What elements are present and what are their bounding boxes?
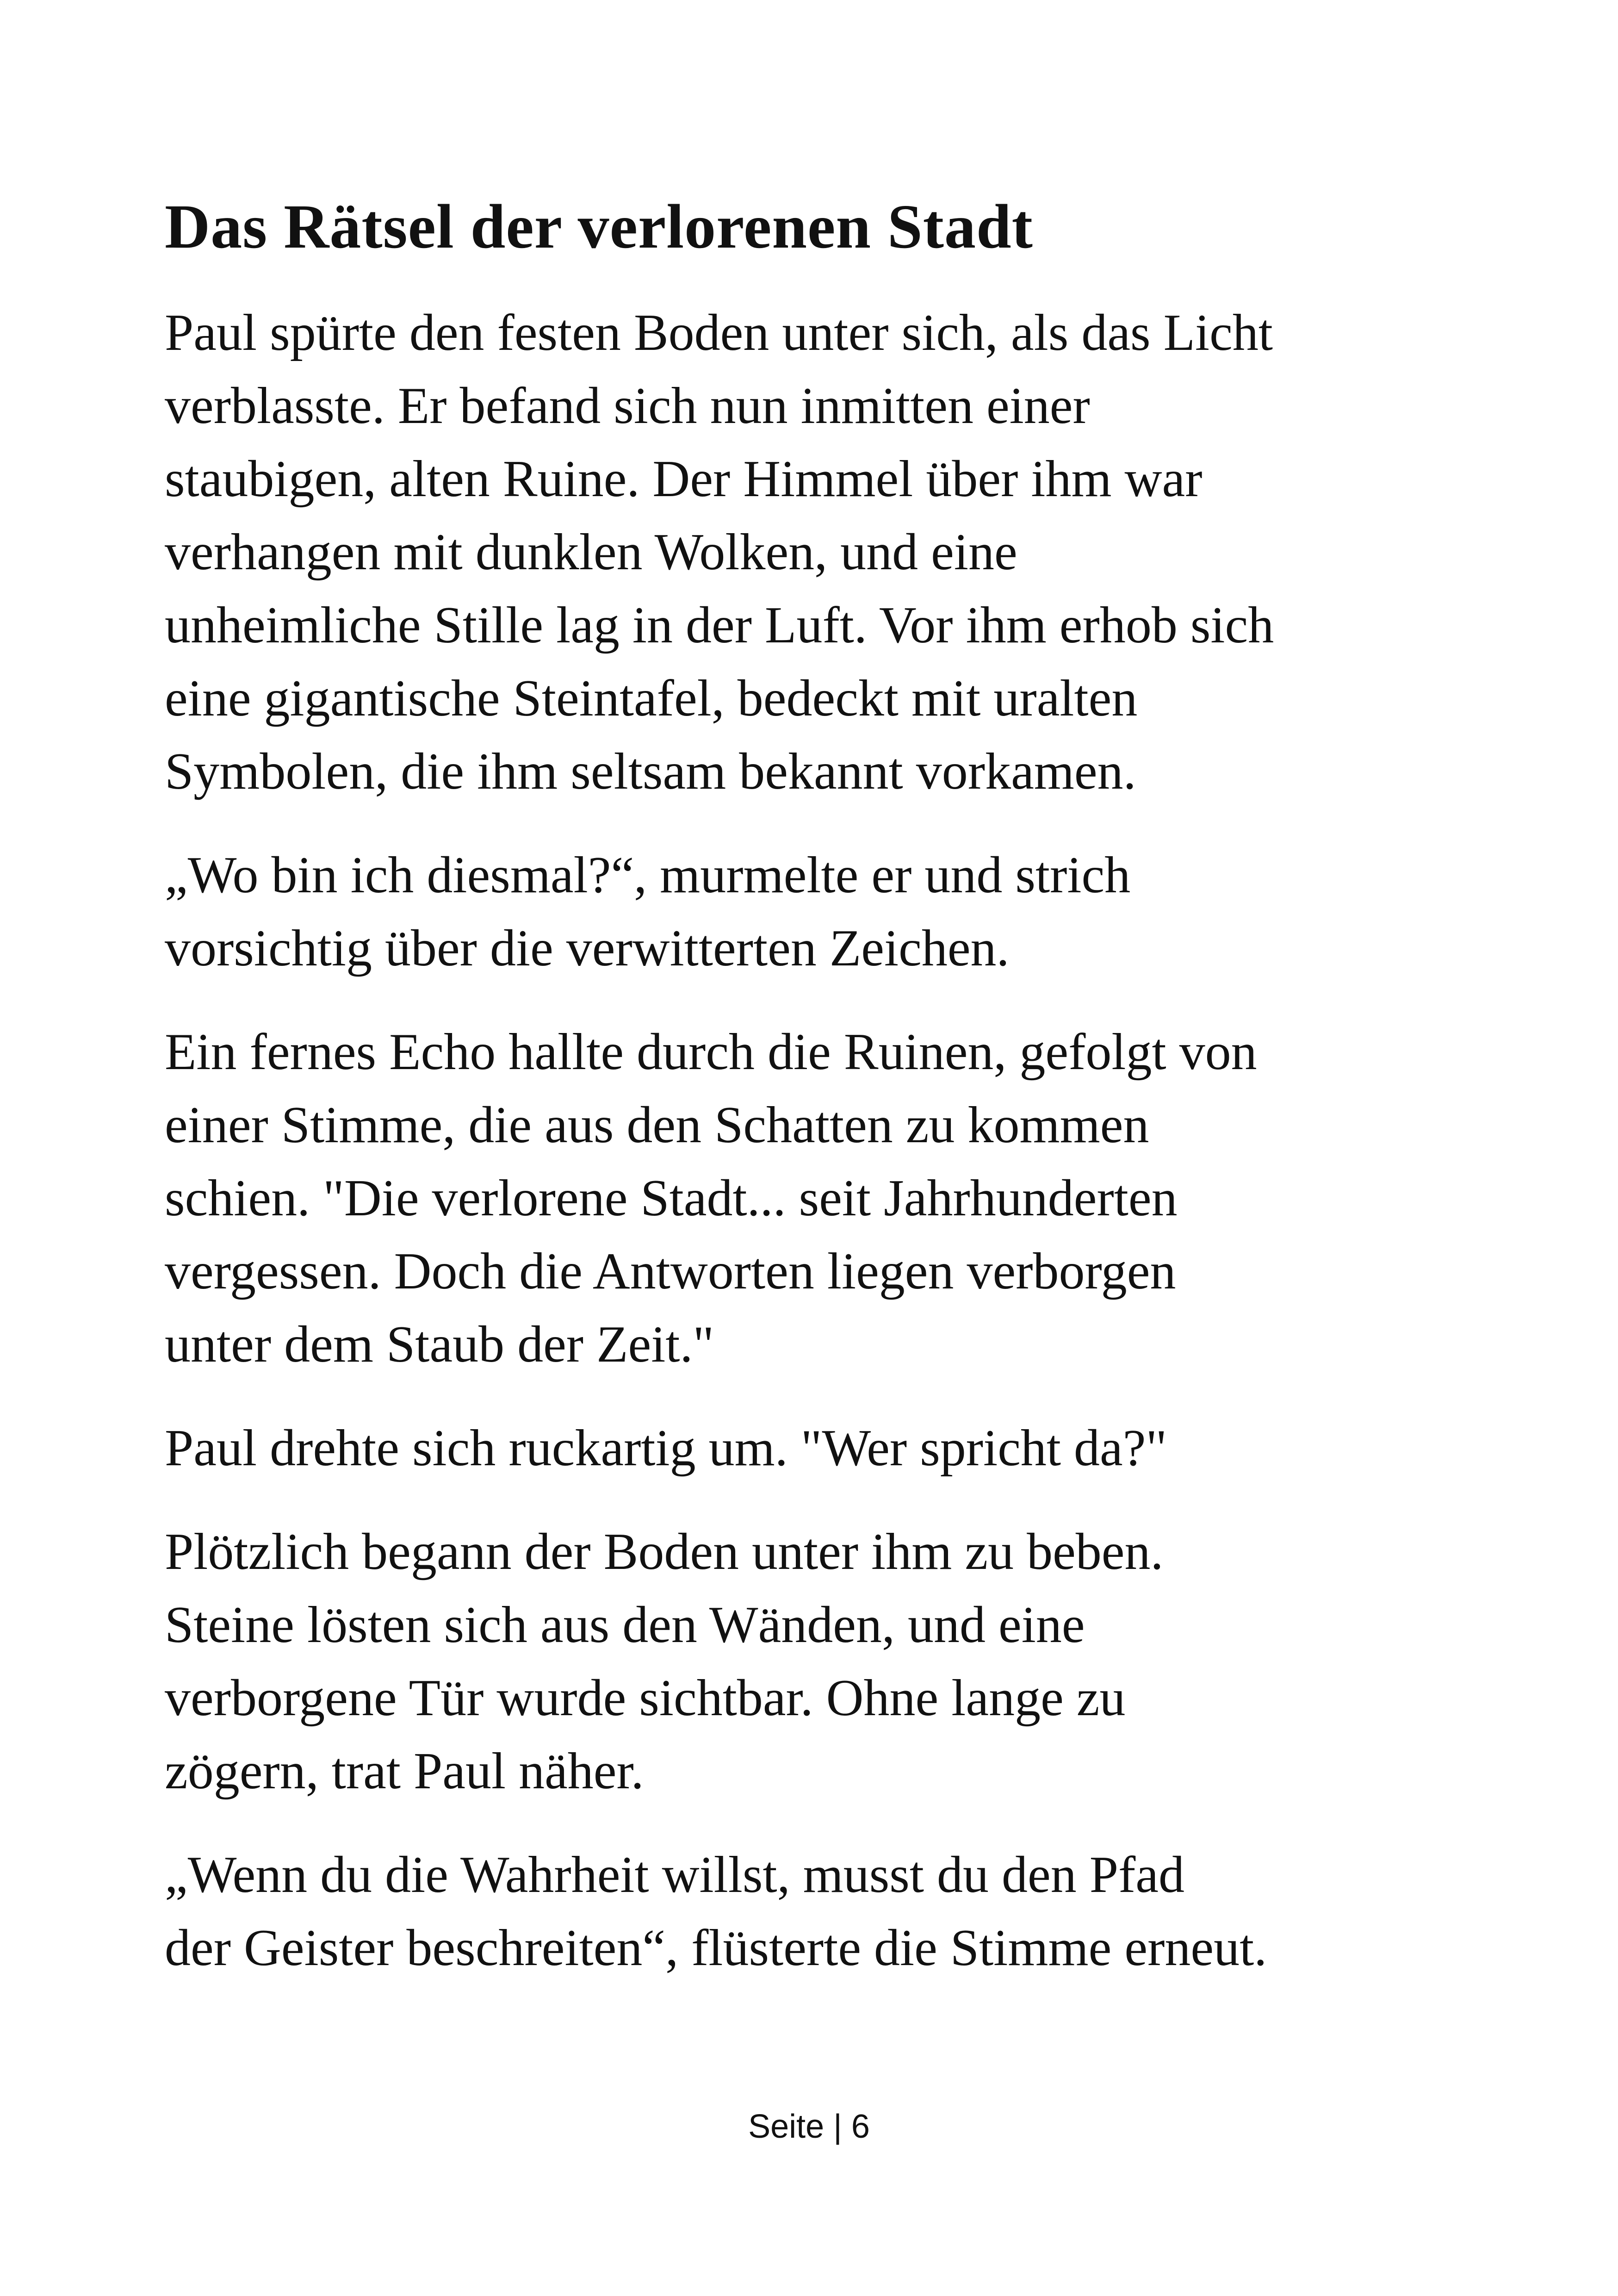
page-number-footer: Seite | 6 (748, 2108, 870, 2145)
text-line: vorsichtig über die verwitterten Zeichen. (165, 920, 1010, 977)
paragraph (165, 1515, 1460, 1808)
paragraph (165, 296, 1460, 808)
text-line: unheimliche Stille lag in der Luft. Vor ihm erhob sich (165, 597, 1274, 654)
page-content (165, 185, 1460, 2015)
text-line: Steine lösten sich aus den Wänden, und eine (165, 1596, 1085, 1654)
text-line: Ein fernes Echo hallte durch die Ruinen, gefolgt von (165, 1023, 1257, 1081)
text-line: verhangen mit dunklen Wolken, und eine (165, 523, 1017, 581)
chapter-title: Das Rätsel der verlorenen Stadt (165, 192, 1033, 261)
paragraph (165, 1015, 1460, 1381)
text-line: staubigen, alten Ruine. Der Himmel über ihm war (165, 450, 1203, 508)
text-line: der Geister beschreiten“, flüsterte die Stimme erneut. (165, 1919, 1267, 1977)
text-line: Symbolen, die ihm seltsam bekannt vorkamen. (165, 743, 1136, 800)
paragraph (165, 839, 1460, 985)
text-line: unter dem Staub der Zeit." (165, 1316, 714, 1373)
text-line: einer Stimme, die aus den Schatten zu kommen (165, 1096, 1149, 1154)
paragraph (165, 1838, 1460, 1985)
text-line: verblasste. Er befand sich nun inmitten einer (165, 377, 1090, 435)
text-line: Paul drehte sich ruckartig um. "Wer spricht da?" (165, 1419, 1167, 1477)
text-line: Paul spürte den festen Boden unter sich, als das Licht (165, 304, 1273, 361)
text-line: zögern, trat Paul näher. (165, 1742, 644, 1800)
text-line: verborgene Tür wurde sichtbar. Ohne lange zu (165, 1669, 1126, 1727)
text-line: „Wenn du die Wahrheit willst, musst du den Pfad (165, 1846, 1185, 1904)
text-line: „Wo bin ich diesmal?“, murmelte er und strich (165, 846, 1131, 904)
paragraph (165, 1412, 1460, 1485)
text-line: vergessen. Doch die Antworten liegen verborgen (165, 1243, 1176, 1300)
text-line: Plötzlich begann der Boden unter ihm zu beben. (165, 1523, 1164, 1580)
text-line: eine gigantische Steintafel, bedeckt mit uralten (165, 670, 1138, 727)
text-line: schien. "Die verlorene Stadt... seit Jahrhunderten (165, 1170, 1178, 1227)
